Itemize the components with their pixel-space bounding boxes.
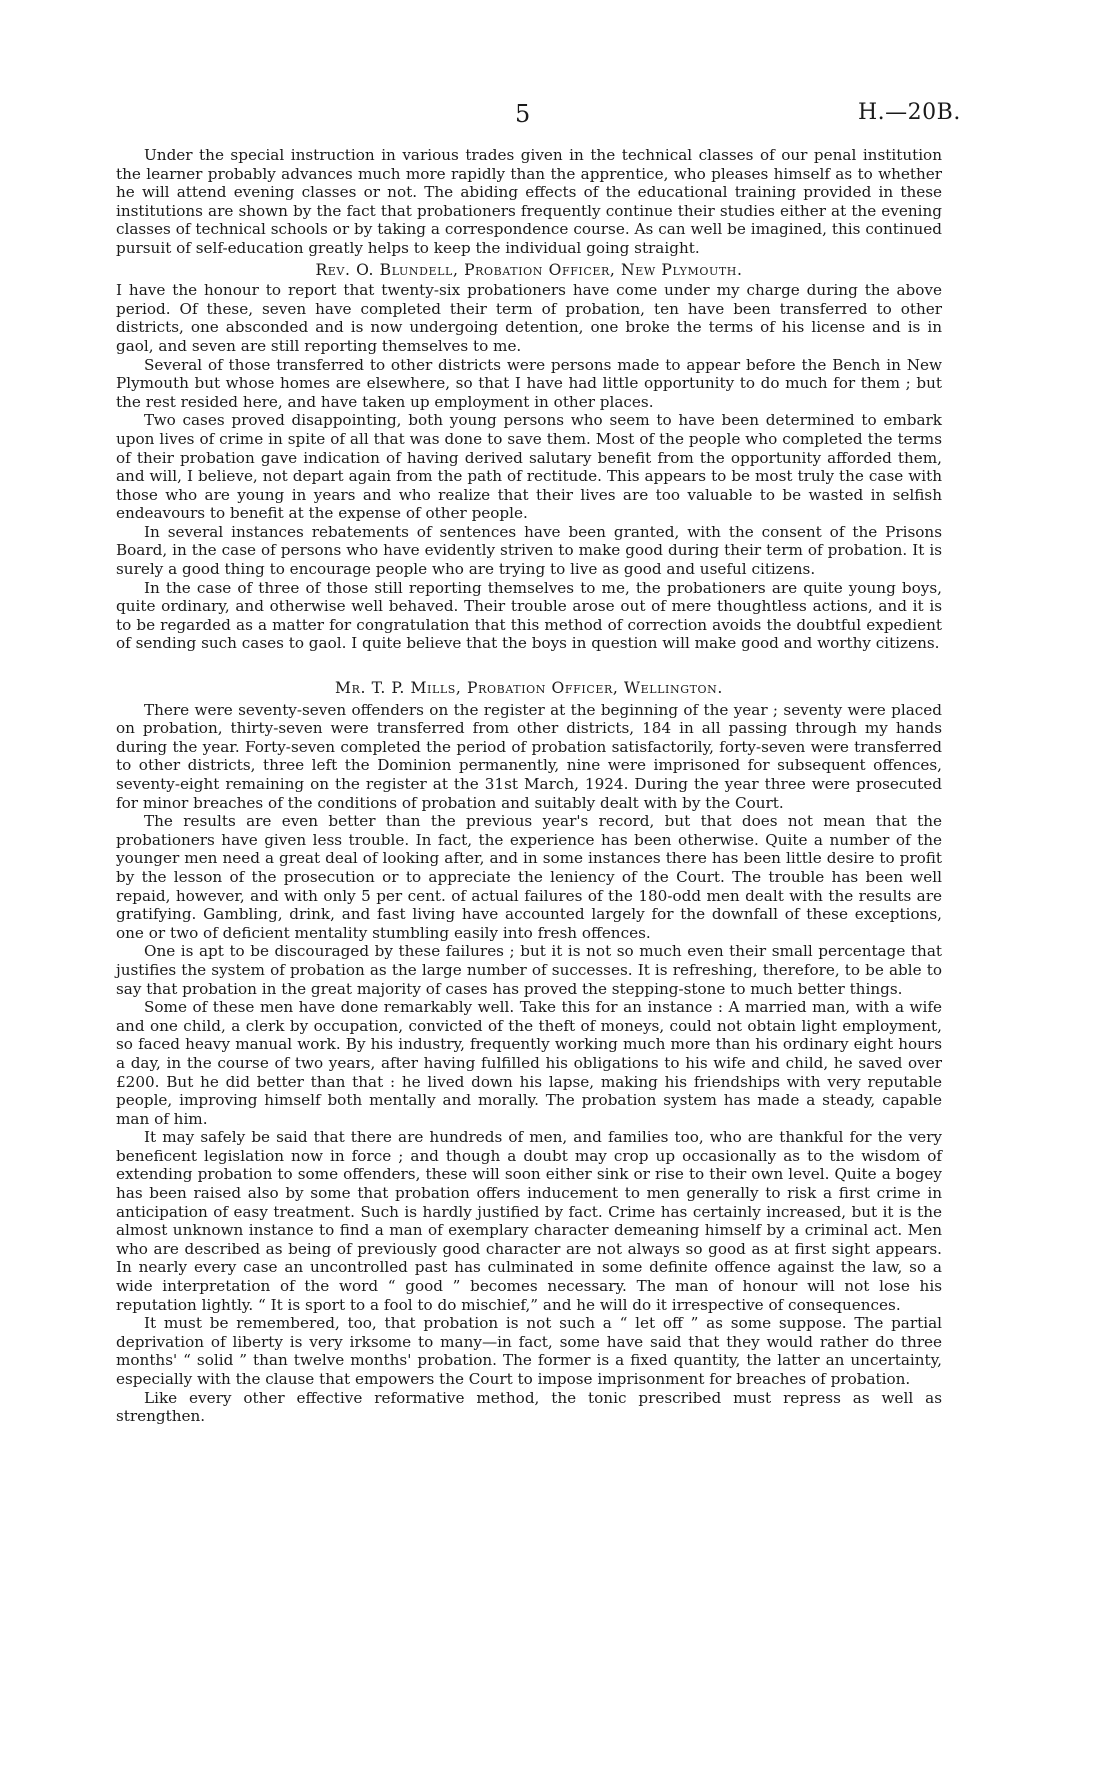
paragraph: There were seventy-seven offenders on the register at the beginning of the year ; seventy were placed on probation, thirty-seven were transferred from other districts, 184 in all passing through my hands during the year. Forty-seven completed the period of probation satisfactorily, forty-seven were transferred to other districts, three left the Dominion permanently, nine were imprisoned for subsequent offences, seventy-eight remaining on the register at the 31st March, 1924. During the year three were prosecuted for minor breaches of the conditions of probation and suitably dealt with by the Court. <box>116 700 942 812</box>
page-number: 5 <box>515 100 531 128</box>
paragraph: The results are even better than the previous year's record, but that does not mean that the probationers have given less trouble. In fact, the experience has been otherwise. Quite a number of the younger men need a great deal of looking after, and in some instances there has been little desire to profit by the lesson of the prosecution or to appreciate the leniency of the Court. The trouble has been well repaid, however, and with only 5 per cent. of actual failures of the 180-odd men dealt with the results are gratifying. Gambling, drink, and fast living have accounted largely for the downfall of these exceptions, one or two of deficient mentality stumbling easily into fresh offences. <box>116 812 942 942</box>
paragraph: Two cases proved disappointing, both young persons who seem to have been determined to embark upon lives of crime in spite of all that was done to save them. Most of the people who completed the terms of their probation gave indication of having derived salutary benefit from the opportunity afforded them, and will, I believe, not depart again from the path of rectitude. This appears to be most truly the case with those who are young in years and who realize that their lives are too valuable to be wasted in selfish endeavours to benefit at the expense of other people. <box>116 411 942 523</box>
document-reference: H.—20B. <box>858 100 961 125</box>
paragraph: Some of these men have done remarkably well. Take this for an instance : A married man, with a wife and one child, a clerk by occupation, convicted of the theft of moneys, could not obtain light employment, so faced heavy manual work. By his industry, frequently working much more than his ordinary eight hours a day, in the course of two years, after having fulfilled his obligations to his wife and child, he saved over £200. But he did better than that : he lived down his lapse, making his friendships with very reputable people, improving himself both mentally and morally. The probation system has made a steady, capable man of him. <box>116 998 942 1128</box>
paragraph: I have the honour to report that twenty-six probationers have come under my charge during the above period. Of these, seven have completed their term of probation, ten have been transferred to other districts, one absconded and is now undergoing detention, one broke the terms of his license and is in gaol, and seven are still reporting themselves to me. <box>116 281 942 355</box>
paragraph: It may safely be said that there are hundreds of men, and families too, who are thankful for the very beneficent legislation now in force ; and though a doubt may crop up occasionally as to the wisdom of extending probation to some offenders, these will soon either sink or rise to their own level. Quite a bogey has been raised also by some that probation offers inducement to men generally to risk a first crime in anticipation of easy treatment. Such is hardly justified by fact. Crime has certainly increased, but it is the almost unknown instance to find a man of exemplary character demeaning himself by a criminal act. Men who are described as being of previously good character are not always so good as at first sight appears. In nearly every case an uncontrolled past has culminated in some definite offence against the law, so a wide interpretation of the word “ good ” becomes necessary. The man of honour will not lose his reputation lightly. “ It is sport to a fool to do mischief,” and he will do it irrespective of consequences. <box>116 1128 942 1314</box>
section-heading-new-plymouth: Rev. O. Blundell, Probation Officer, New Plymouth. <box>315 260 743 279</box>
report-body <box>116 146 942 1426</box>
paragraph: In the case of three of those still reporting themselves to me, the probationers are quite young boys, quite ordinary, and otherwise well behaved. Their trouble arose out of mere thoughtless actions, and it is to be regarded as a matter for congratulation that this method of correction avoids the doubtful expedient of sending such cases to gaol. I quite believe that the boys in question will make good and worthy citizens. <box>116 578 942 653</box>
paragraph: One is apt to be discouraged by these failures ; but it is not so much even their small percentage that justifies the system of probation as the large number of successes. It is refreshing, therefore, to be able to say that probation in the great majority of cases has proved the stepping-stone to much better things. <box>116 942 942 998</box>
paragraph: It must be remembered, too, that probation is not such a “ let off ” as some suppose. The partial deprivation of liberty is very irksome to many—in fact, some have said that they would rather do three months' “ solid ” than twelve months' probation. The former is a fixed quantity, the latter an uncertainty, especially with the clause that empowers the Court to impose imprisonment for breaches of probation. <box>116 1314 942 1388</box>
paragraph: Like every other effective reformative method, the tonic prescribed must repress as well as strengthen. <box>116 1388 942 1426</box>
intro-paragraph: Under the special instruction in various trades given in the technical classes of our penal institution the learner probably advances much more rapidly than the apprentice, who pleases himself as to whether he will attend evening classes or not. The abiding effects of the educational training provided in these institutions are shown by the fact that probationers frequently continue their studies either at the evening classes of technical schools or by taking a correspondence course. As can well be imagined, this continued pursuit of self-education greatly helps to keep the individual going straight. <box>116 146 942 257</box>
paragraph: In several instances rebatements of sentences have been granted, with the consent of the Prisons Board, in the case of persons who have evidently striven to make good during their term of probation. It is surely a good thing to encourage people who are trying to live as good and useful citizens. <box>116 522 942 579</box>
paragraph: Several of those transferred to other districts were persons made to appear before the Bench in New Plymouth but whose homes are elsewhere, so that I have had little opportunity to do much for them ; but the rest resided here, and have taken up employment in other places. <box>116 355 942 411</box>
section-heading-wellington: Mr. T. P. Mills, Probation Officer, Wellington. <box>335 679 723 698</box>
